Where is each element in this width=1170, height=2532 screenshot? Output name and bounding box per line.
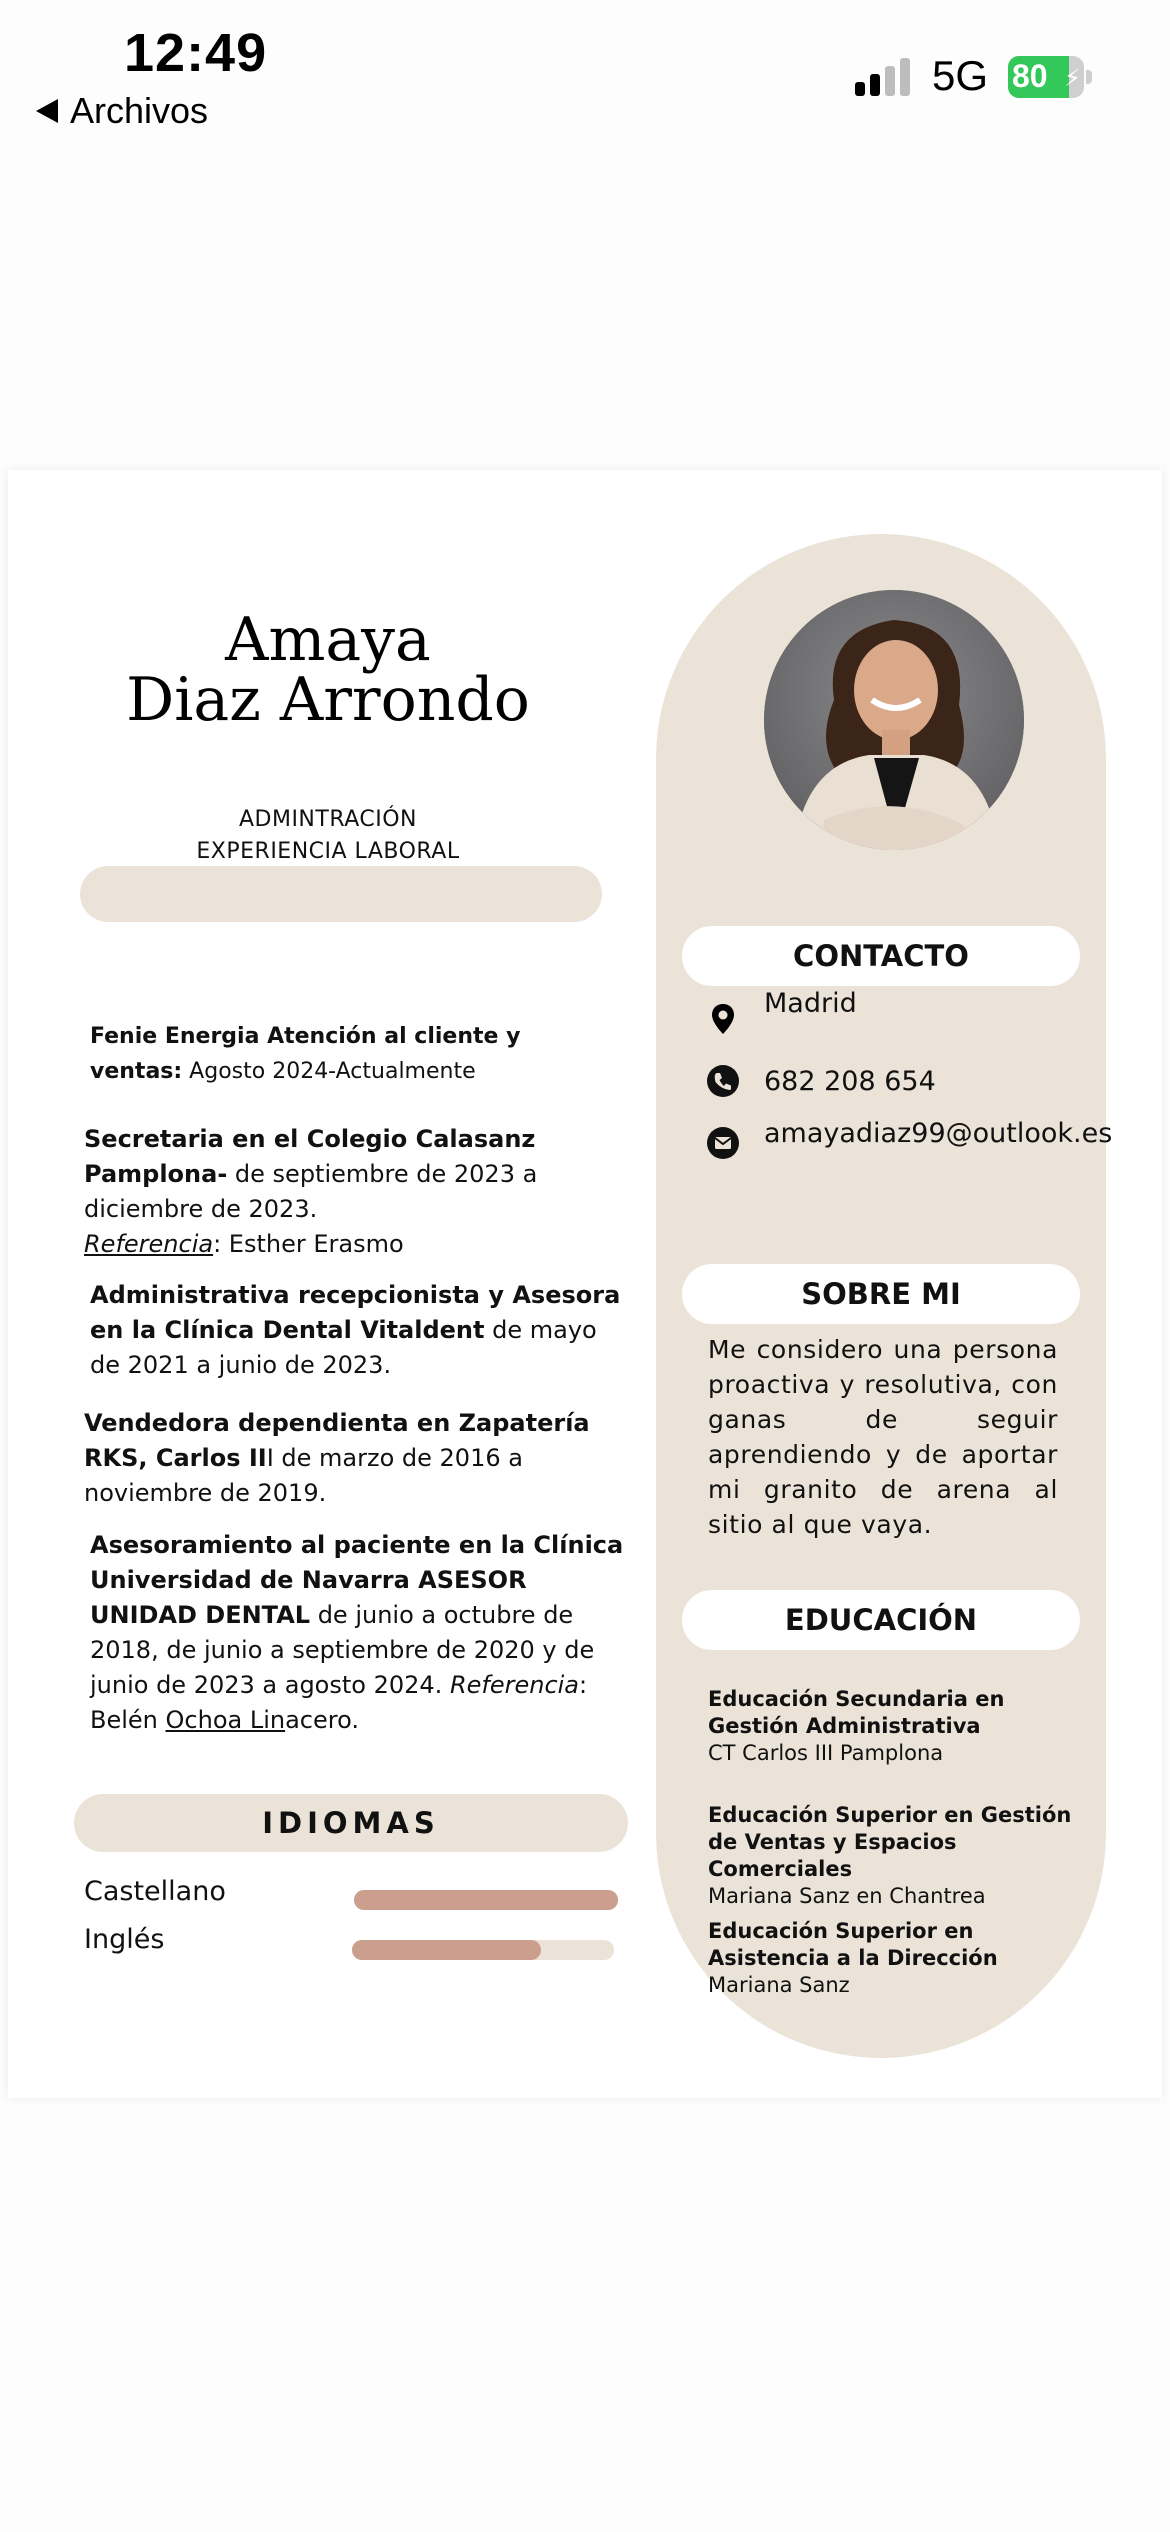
job-entry (90, 1278, 630, 1383)
job-details: I de marzo de 2016 a noviembre de 2019. (84, 1444, 523, 1507)
language-name: Inglés (84, 1924, 165, 1955)
job-title: Asesoramiento al paciente en la Clínica Universidad de Navarra ASESOR UNIDAD DENTAL (90, 1531, 624, 1629)
education-title: Educación Superior en Asistencia a la Dirección (708, 1919, 998, 1970)
reference-label: Referencia (449, 1671, 580, 1699)
cv-subtitle (68, 804, 588, 868)
location-pin-icon (706, 1002, 740, 1036)
phone-icon (706, 1064, 740, 1098)
job-entry (90, 1528, 635, 1738)
job-details: de mayo de 2021 a junio de 2023. (90, 1316, 597, 1379)
education-entry (708, 1918, 1088, 1999)
job-entry (84, 1406, 604, 1511)
phone-text[interactable]: 682 208 654 (764, 1066, 936, 1097)
cv-name-line2: Diaz Arrondo (126, 665, 530, 735)
education-heading: EDUCACIÓN (682, 1590, 1080, 1650)
contact-location (706, 988, 857, 1036)
job-entry (84, 1122, 604, 1262)
email-text[interactable]: amayadiaz99@outlook.es (764, 1118, 1113, 1149)
reference-value: : Belén (90, 1671, 588, 1734)
sidebar-panel (656, 534, 1113, 2058)
language-level-fill (354, 1890, 618, 1910)
job-details: Agosto 2024-Actualmente (182, 1059, 476, 1084)
status-time: 12:49 (124, 23, 268, 83)
language-level-bar (352, 1940, 614, 1960)
cv-subtitle-line1: ADMINTRACIÓN (238, 807, 418, 832)
location-text: Madrid (764, 988, 857, 1019)
education-school: Mariana Sanz en Chantrea (708, 1884, 986, 1908)
about-text: Me considero una persona proactiva y resolutiva, con ganas de seguir aprendiendo y de aportar mi granito de arena al sitio al que vaya. (708, 1335, 1058, 1539)
email-icon (706, 1126, 740, 1160)
battery-icon (1008, 56, 1088, 98)
language-level-fill (352, 1940, 541, 1960)
job-details: de septiembre de 2023 a diciembre de 2023. (84, 1160, 538, 1223)
back-label: Archivos (70, 90, 209, 131)
job-title: Administrativa recepcionista y Asesora en la Clínica Dental Vitaldent (90, 1281, 621, 1344)
education-school: Mariana Sanz (708, 1973, 850, 1997)
education-entry (708, 1686, 1088, 1767)
cv-name (68, 605, 588, 735)
education-entry (708, 1802, 1088, 1910)
language-name: Castellano (84, 1876, 226, 1907)
cv-subtitle-line2: EXPERIENCIA LABORAL (196, 839, 460, 864)
charging-bolt-icon: ⚡ (1064, 64, 1081, 92)
job-title: Secretaria en el Colegio Calasanz Pamplona- (84, 1125, 536, 1188)
contact-email[interactable] (706, 1118, 1112, 1160)
job-details: de junio a octubre de 2018, de junio a septiembre de 2020 y de junio de 2023 a agosto 2024. (90, 1601, 595, 1699)
education-school: CT Carlos III Pamplona (708, 1741, 944, 1765)
back-button[interactable] (36, 90, 208, 132)
cv-document (8, 470, 1162, 2098)
job-title: Vendedora dependienta en Zapatería RKS, Carlos II (84, 1409, 590, 1472)
network-type: 5G (932, 52, 989, 99)
languages-heading: IDIOMAS (74, 1794, 628, 1852)
reference-value: : Esther Erasmo (213, 1230, 404, 1258)
reference-tail: acero. (285, 1706, 359, 1734)
reference-label: Referencia (84, 1230, 214, 1258)
job-entry (90, 1018, 590, 1088)
contact-heading: CONTACTO (682, 926, 1080, 986)
education-title: Educación Superior en Gestión de Ventas y Espacios Comerciales (708, 1803, 1072, 1881)
job-title: Fenie Energia Atención al cliente y ventas: (90, 1024, 521, 1084)
cv-name-line1: Amaya (225, 605, 431, 675)
profile-photo (764, 590, 1024, 850)
contact-phone[interactable] (706, 1066, 936, 1098)
cellular-signal-icon (855, 58, 915, 98)
about-heading: SOBRE MI (682, 1264, 1080, 1324)
education-title: Educación Secundaria en Gestión Administrativa (708, 1687, 1005, 1738)
battery-level: 80 (1012, 58, 1048, 94)
back-arrow-icon (36, 99, 58, 123)
decorative-pill (80, 866, 602, 922)
language-level-bar (354, 1890, 618, 1910)
reference-underlined: Ochoa Lin (165, 1706, 286, 1734)
